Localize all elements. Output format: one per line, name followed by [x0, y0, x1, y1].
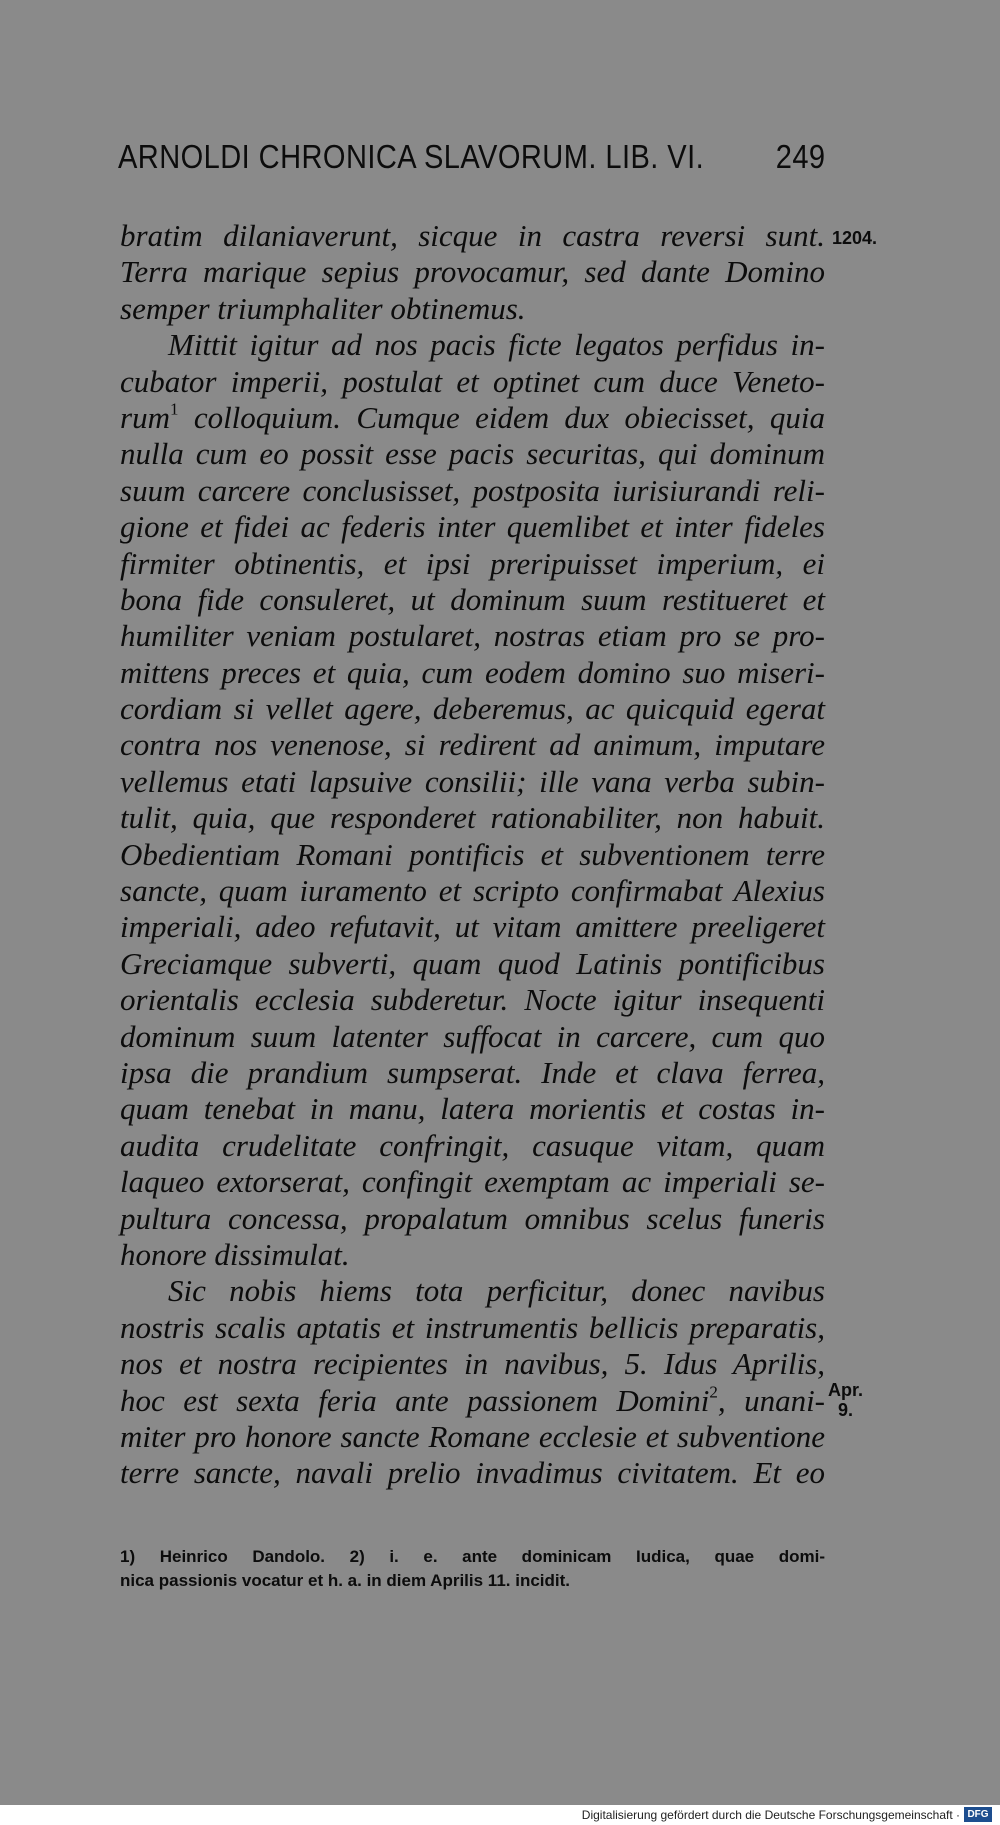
- dfg-logo: DFG: [964, 1807, 992, 1822]
- text-line: imperiali, adeo refutavit, ut vitam amittere preeligeret: [120, 909, 825, 945]
- text-line: miter pro honore sancte Romane ecclesie et subventione: [120, 1418, 825, 1454]
- margin-note-date: [828, 1380, 863, 1420]
- text-line: tulit, quia, que responderet rationabiliter, non habuit.: [120, 800, 825, 836]
- text-line: Terra marique sepius provocamur, sed dante Domino: [120, 254, 825, 290]
- text-line: [120, 1383, 825, 1419]
- text-segment: colloquium. Cumque eidem dux obiecisset, quia: [178, 399, 825, 435]
- body-text: [120, 218, 825, 1492]
- text-line: gione et fidei ac federis inter quemlibet et inter fideles: [120, 509, 825, 545]
- text-line: bona fide consuleret, ut dominum suum restitueret et: [120, 581, 825, 617]
- text-line: sancte, quam iuramento et scripto confirmabat Alexius: [120, 873, 825, 909]
- text-line: bratim dilaniaverunt, sicque in castra reversi sunt.: [120, 218, 825, 253]
- text-line: humiliter veniam postularet, nostras etiam pro se pro-: [120, 618, 825, 654]
- text-line: Greciamque subverti, quam quod Latinis pontificibus: [120, 945, 825, 981]
- footnote-line: 1) Heinrico Dandolo. 2) i. e. ante dominicam Iudica, quae domi-: [120, 1547, 825, 1566]
- text-line: Obedientiam Romani pontificis et subventionem terre: [120, 836, 825, 872]
- text-line: Sic nobis hiems tota perficitur, donec navibus: [168, 1273, 825, 1309]
- text-line: suum carcere conclusisset, postposita iurisiurandi reli-: [120, 472, 825, 508]
- digitization-credit: Digitalisierung gefördert durch die Deutsche Forschungsgemeinschaft ·: [581, 1808, 960, 1822]
- margin-date-month: Apr.: [828, 1380, 864, 1400]
- margin-year-text: 1204.: [832, 228, 878, 248]
- text-line: mittens preces et quia, cum eodem domino suo miseri-: [120, 654, 825, 690]
- text-line: [120, 400, 825, 436]
- text-line: vellemus etati lapsuive consilii; ille vana verba subin-: [120, 763, 825, 799]
- running-head: [118, 138, 826, 188]
- text-line: dominum suum latenter suffocat in carcere, cum quo: [120, 1018, 825, 1054]
- text-line: firmiter obtinentis, et ipsi preripuisset imperium, ei: [120, 545, 825, 581]
- footnote-marker: 2: [709, 1381, 718, 1401]
- text-line: laqueo extorserat, confingit exemptam ac imperiali se-: [120, 1164, 825, 1200]
- text-line: nulla cum eo possit esse pacis securitas, qui dominum: [120, 436, 825, 472]
- text-segment: hoc est sexta feria ante passionem Domini: [120, 1382, 710, 1418]
- text-line: contra nos venenose, si redirent ad animum, imputare: [120, 727, 825, 763]
- text-line: quam tenebat in manu, latera morientis et costas in-: [120, 1091, 825, 1127]
- text-line: ipsa die prandium sumpserat. Inde et clava ferrea,: [120, 1054, 825, 1090]
- page-number: 249: [775, 138, 826, 175]
- text-segment: rum: [120, 399, 170, 435]
- text-line: nostris scalis aptatis et instrumentis bellicis preparatis,: [120, 1309, 825, 1345]
- text-line: semper triumphaliter obtinemus.: [120, 290, 526, 326]
- text-line: orientalis ecclesia subderetur. Nocte igitur insequenti: [120, 982, 825, 1018]
- text-line: honore dissimulat.: [120, 1236, 350, 1272]
- text-segment: , unani-: [717, 1382, 826, 1418]
- footnote-marker: 1: [169, 399, 179, 419]
- text-line: nos et nostra recipientes in navibus, 5. Idus Aprilis,: [120, 1346, 825, 1382]
- margin-note-year: [832, 228, 877, 248]
- text-line: audita crudelitate confringit, casuque vitam, quam: [120, 1127, 825, 1163]
- running-head-title: ARNOLDI CHRONICA SLAVORUM. LIB. VI.: [118, 138, 705, 175]
- text-line: cubator imperii, postulat et optinet cum duce Veneto-: [120, 363, 825, 399]
- text-line: cordiam si vellet agere, deberemus, ac quicquid egerat: [120, 691, 825, 727]
- footnotes: [120, 1545, 825, 1593]
- text-line: pultura concessa, propalatum omnibus scelus funeris: [120, 1200, 825, 1236]
- footnote-line: nica passionis vocatur et h. a. in diem Aprilis 11. incidit.: [120, 1571, 571, 1590]
- text-line: terre sancte, navali prelio invadimus civitatem. Et eo: [120, 1455, 825, 1491]
- text-line: Mittit igitur ad nos pacis ficte legatos perfidus in-: [168, 327, 825, 363]
- margin-date-day: 9.: [838, 1400, 854, 1420]
